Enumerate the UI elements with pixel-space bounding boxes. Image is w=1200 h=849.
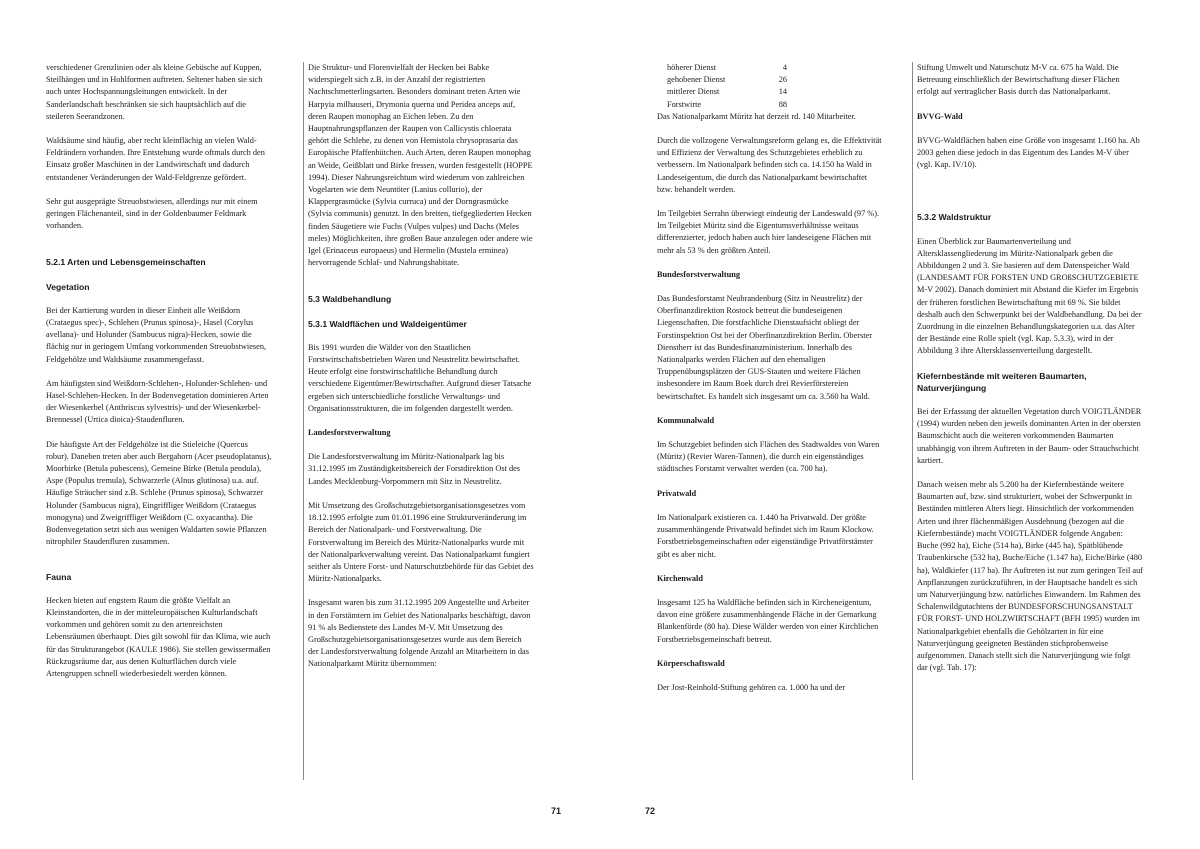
section-heading-5-3-2: 5.3.2 Waldstruktur <box>917 212 992 223</box>
subheading-koerperschaftswald: Körperschaftswald <box>657 658 725 668</box>
paragraph: Im Nationalpark existieren ca. 1.440 ha Privatwald. Der größte zusammenhängende Privatwald befindet sich im Raum Klockow. Forstbetriebsgemeinschaften oder eigenständige Privatförstämter gibt es aber nicht. <box>657 512 874 559</box>
paragraph: Insgesamt 125 ha Waldfläche befinden sich in Kircheneigentum, davon eine größere zusammenhängende Fläche in der Gemarkung Blankenförde (80 ha). Diese Wälder werden von einer Kirchlichen Forstbetriebsgemeinschaft betreut. <box>657 597 879 644</box>
subheading-bundesforstverwaltung: Bundesforstverwaltung <box>657 269 740 279</box>
paragraph: Am häufigsten sind Weißdorn-Schlehen-, Holunder-Schlehen- und Hasel-Schlehen-Hecken. In der Bodenvegetation dominieren Arten der Wiesenkerbel (Anthriscus sylvestris)- und der Wiesenkerbel-Brennessel (Urtica dioica)-Staudenfluren. <box>46 378 269 425</box>
paragraph: verschiedener Grenzlinien oder als kleine Gebüsche auf Kuppen, Steilhängen und in Hohlformen auftreten. Seltener haben sie sich auch unter Hochspannungsleitungen entwickelt. In der Sanderlandschaft beschränken sie sich hauptsächlich auf die steileren Seerandzonen. <box>46 63 263 121</box>
subheading-bvvg-wald: BVVG-Wald <box>917 111 963 121</box>
paragraph: BVVG-Waldflächen haben eine Größe von insgesamt 1.160 ha. Ab 2003 gehen diese jedoch in das Eigentum des Landes M-V über (vgl. Kap. IV/10). <box>917 135 1140 170</box>
paragraph: Die Struktur- und Florenvielfalt der Hecken bei Babke widerspiegelt sich z.B. in der Anzahl der registrierten Nachtschmetterlingsarten. Besonders dominant treten Arten wie Harpyia milhauseri, Drymonia querna und Peridea anceps auf, deren Raupen monophag an Eichen leben. Zu den Hauptnahrungspflanzen der Raupen von Callicystis chloerata gehört die Schlehe, zu denen von Hemistola chrysoprasaria das Europäische Pfaffenhütchen. Auch Arten, deren Raupen monophag an Weide, Geißblatt und Birke fressen, wurden festgestellt (HOPPE 1994). Dieser Nahrungsreichtum wird wiederum von zahlreichen Vogelarten wie dem Neuntöter (Lanius collurio), der Klappergrasmücke (Sylvia curruca) und der Dorngrasmücke (Sylvia communis) genutzt. In den breiten, tiefgegliederten Hecken finden Säugetiere wie Fuchs (Vulpes vulpes) und Dachs (Meles meles) Möglichkeiten, ihre großen Baue anzulegen oder andere wie Igel (Erinaceus europaeus) und Hermelin (Mustela erminea) hervorragende Schlaf- und Nahrungshabitate. <box>308 63 533 268</box>
left-page-column-2 <box>303 62 534 780</box>
staff-label: Forstwirte <box>667 99 702 109</box>
paragraph: Die Landesforstverwaltung im Müritz-Nationalpark lag bis 31.12.1995 im Zuständigkeitsbereich der Forstdirektion Ost des Landes Mecklenburg-Vorpommern mit Sitz in Neustrelitz. <box>308 452 520 486</box>
paragraph: Der Jost-Reinhold-Stiftung gehören ca. 1.000 ha und der <box>657 682 846 692</box>
staff-row <box>667 74 883 86</box>
paragraph: Einen Überblick zur Baumartenverteilung und Altersklassengliederung im Müritz-Nationalpark geben die Abbildungen 2 und 3. Sie basieren auf dem Datenspeicher Wald (LANDESAMT FÜR FORSTEN UND GROßSCHUTZGEBIETE M-V 2002). Danach dominiert mit Abstand die Kiefer im Ergebnis der früheren forstlichen Bewirtschaftung mit 69 %. Sie bildet deshalb auch den Schwerpunkt bei der Waldbehandlung. Da bei der Zuordnung in die einzelnen Behandlungskategorien u.a. das Alter der Bestände eine Rolle spielt (vgl. Kap. 5.3.3), wird in der Abbildung 3 ihre Altersklassenverteilung dargestellt. <box>917 236 1142 356</box>
section-heading-5-2-1: 5.2.1 Arten und Lebensgemeinschaften <box>46 257 206 268</box>
subheading-vegetation: Vegetation <box>46 281 90 292</box>
section-heading-5-3: 5.3 Waldbehandlung <box>308 294 392 305</box>
staff-count: 26 <box>778 75 787 85</box>
staff-label: gehobener Dienst <box>667 75 726 85</box>
paragraph: Im Schutzgebiet befinden sich Flächen des Stadtwaldes von Waren (Müritz) (Revier Waren-Tannen), die durch ein eigenständiges städtisches Forstamt verwaltet werden (ca. 700 ha). <box>657 440 880 474</box>
paragraph: Insgesamt waren bis zum 31.12.1995 209 Angestellte und Arbeiter in den Forstämtern im Gebiet des Nationalparks beschäftigt, davon 91 % als Bedienstete des Landes M-V. Mit Umsetzung des Großschutzgebietsorganisationsgesetzes wurde aus dem Bereich der Landesforstverwaltung folgende Anzahl an Mitarbeitern in das Nationalparkamt Müritz übernommen: <box>308 598 531 669</box>
section-heading-5-3-1: 5.3.1 Waldflächen und Waldeigentümer <box>308 318 467 329</box>
paragraph: Das Bundesforstamt Neubrandenburg (Sitz in Neustrelitz) der Oberfinanzdirektion Rostock betreut die bundeseigenen Liegenschaften. Die forstfachliche Dienstaufsicht obliegt der Forstinspektion Ost bei der Oberfinanzdirektion Berlin. Oberster Dienstherr ist das Bundesfinanzministerium. Innerhalb des Nationalparks werden Flächen auf den ehemaligen Truppenübungsplätzen der GUS-Staaten und weitere Flächen insbesondere im Raum Boek durch drei Revierförstereien bewirtschaftet. Es handelt sich insgesamt um ca. 3.560 ha Wald. <box>657 294 872 401</box>
right-page-column-2 <box>912 62 1143 780</box>
paragraph: Stiftung Umwelt und Naturschutz M-V ca. 675 ha Wald. Die Betreuung einschließlich der Bewirtschaftung dieser Flächen erfolgt auf vertraglicher Basis durch das Nationalparkamt. <box>917 63 1120 97</box>
paragraph: Danach weisen mehr als 5.200 ha der Kiefernbestände weitere Baumarten auf, bzw. sind strukturiert, wobei der Schwerpunkt in Beständen mittleren Alters liegt. Hinsichtlich der vorkommenden Arten und ihrer flächenmäßigen Ausdehnung (bezogen auf die Kiefernbestände) macht VOIGTLÄNDER folgende Angaben: Buche (992 ha), Eiche (514 ha), Birke (445 ha), Spätblühende Traubenkirsche (532 ha), Buche/Eiche (1.147 ha), Eiche/Birke (480 ha), Waldkiefer (117 ha). Ihr Auftreten ist nur zum geringen Teil auf Anpflanzungen zurückzuführen, in der Hauptsache handelt es sich um Naturverjüngung bzw. natürliches Einwandern. Im Rahmen des Schalenwildgutachtens der BUNDESFORSCHUNGSANSTALT FÜR FORST- UND HOLZWIRTSCHAFT (BFH 1995) wurden im Nationalparkgebiet ebenfalls die Gehölzarten in für eine Naturverjüngung geeigneten Beständen stichprobenweise aufgenommen. Danach stellt sich die Naturverjüngung wie folgt dar (vgl. Tab. 17): <box>917 480 1143 673</box>
subheading-landesforstverwaltung: Landesforstverwaltung <box>308 428 391 438</box>
subheading-kommunalwald: Kommunalwald <box>657 415 715 425</box>
subheading-fauna: Fauna <box>46 571 72 582</box>
paragraph: Sehr gut ausgeprägte Streuobstwiesen, allerdings nur mit einem geringen Flächenanteil, sind in der Goldenbaumer Feldmark vorhanden. <box>46 196 258 231</box>
left-page-column-1 <box>46 62 272 692</box>
page-number-left: 71 <box>551 806 562 816</box>
staff-label: mittlerer Dienst <box>667 87 720 97</box>
paragraph: Bis 1991 wurden die Wälder von den Staatlichen Forstwirtschaftsbetrieben Waren und Neustrelitz bewirtschaftet. Heute erfolgt eine forstwirtschaftliche Behandlung durch verschiedene Eigentümer/Bewirtschafter. Aufgrund dieser Tatsache ergeben sich unterschiedliche forstliche Verwaltungs- und Organisationsstrukturen, die im folgenden dargestellt werden. <box>308 342 532 413</box>
staff-count: 4 <box>782 63 787 72</box>
paragraph: Waldsäume sind häufig, aber recht kleinflächig an vielen Wald-Feldrändern vorhanden. Ihre Entstehung wurde oftmals durch den Einsatz großer Maschinen in der Landwirtschaft und dadurch entstandener Veränderungen der Wald-Feldgrenze gefördert. <box>46 136 265 182</box>
paragraph: Mit Umsetzung des Großschutzgebietsorganisationsgesetzes vom 18.12.1995 erfolgte zum 01.01.1996 eine Strukturveränderung im Bereich der Nationalpark- und Forstverwaltung. Die Forstverwaltung im Bereich des Müritz-Nationalparks wurde mit der Nationalparkverwaltung vereint. Das Nationalparkamt fungiert seither als Untere Forst- und Naturschutzbehörde für das Gebiet des Müritz-Nationalparks. <box>308 500 534 584</box>
paragraph: Durch die vollzogene Verwaltungsreform gelang es, die Effektivität und Effizienz der Verwaltung des Schutzgebietes erheblich zu verbessern. Im Nationalpark befinden sich ca. 14.150 ha Wald in Landeseigentum, die durch das Nationalparkamt bewirtschaftet bzw. behandelt werden. <box>657 136 882 194</box>
right-page-column-1 <box>657 62 883 706</box>
paragraph: Hecken bieten auf engstem Raum die größte Vielfalt an Kleinstandorten, die in der mitteleuropäischen Kulturlandschaft vorkommen und gehören somit zu den artenreichsten Lebensräumen überhaupt. Dies gilt sowohl für das Klima, wie auch für das Strukturangebot (KAULE 1986). Sie stellen gewissermaßen Rückzugsräume dar, aus denen Kulturflächen durch viele Artengruppen schnell wiederbesiedelt werden können. <box>46 595 271 678</box>
page-number-right: 72 <box>645 806 656 816</box>
staff-count: 88 <box>778 99 787 109</box>
staff-row <box>667 86 883 98</box>
staff-label: höherer Dienst <box>667 63 717 72</box>
paragraph: Das Nationalparkamt Müritz hat derzeit rd. 140 Mitarbeiter. <box>657 111 856 121</box>
staff-row <box>667 99 883 111</box>
staff-row <box>667 62 883 74</box>
paragraph: Die häufigste Art der Feldgehölze ist die Stieleiche (Quercus robur). Daneben treten aber auch Bergahorn (Acer pseudoplatanus), Moorbirke (Betula pubescens), Gemeine Birke (Betula pendula), Aspe (Populus tremula), Schwarzerle (Alnus glutinosa) u.a. auf. Häufige Sträucher sind z.B. Schlehe (Prunus spinosa), Schwarzer Holunder (Sambucus nigra), Eingriffliger Weißdorn (Crataegus monogyna) und Zweigriffliger Weißdorn (C. oxyacantha). Die Bodenvegetation setzt sich aus wenigen Waldarten sowie Pflanzen nitrophiler Staudenfluren zusammen. <box>46 439 272 547</box>
paragraph: Bei der Erfassung der aktuellen Vegetation durch VOIGTLÄNDER (1994) wurden neben den jeweils dominanten Arten in der obersten Baumschicht auch die weiteren vorkommenden Baumarten unabhängig von ihrem Auftreten in der Baum- oder Strauchschicht kartiert. <box>917 407 1142 465</box>
subheading-kiefernbestaende: Kiefernbestände mit weiteren Baumarten, Naturverjüngung <box>917 370 1087 393</box>
staff-list <box>667 62 883 111</box>
subheading-privatwald: Privatwald <box>657 488 697 498</box>
paragraph: Bei der Kartierung wurden in dieser Einheit alle Weißdorn (Crataegus spec)-, Schlehen (Prunus spinosa)-, Hasel (Corylus avellana)- und Holunder (Sambucus nigra)-Hecken, sowie die flächig nur in geringem Umfang vorkommenden Streuobstwiesen, Feldgehölze und Waldsäume zusammengefasst. <box>46 305 267 364</box>
paragraph: Im Teilgebiet Serrahn überwiegt eindeutig der Landeswald (97 %). Im Teilgebiet Müritz sind die Eigentumsverhältnisse weitaus differenzierter, jedoch haben auch hier landeseigene Flächen mit mehr als 53 % den größten Anteil. <box>657 209 880 255</box>
subheading-kirchenwald: Kirchenwald <box>657 573 703 583</box>
staff-count: 14 <box>778 87 787 97</box>
